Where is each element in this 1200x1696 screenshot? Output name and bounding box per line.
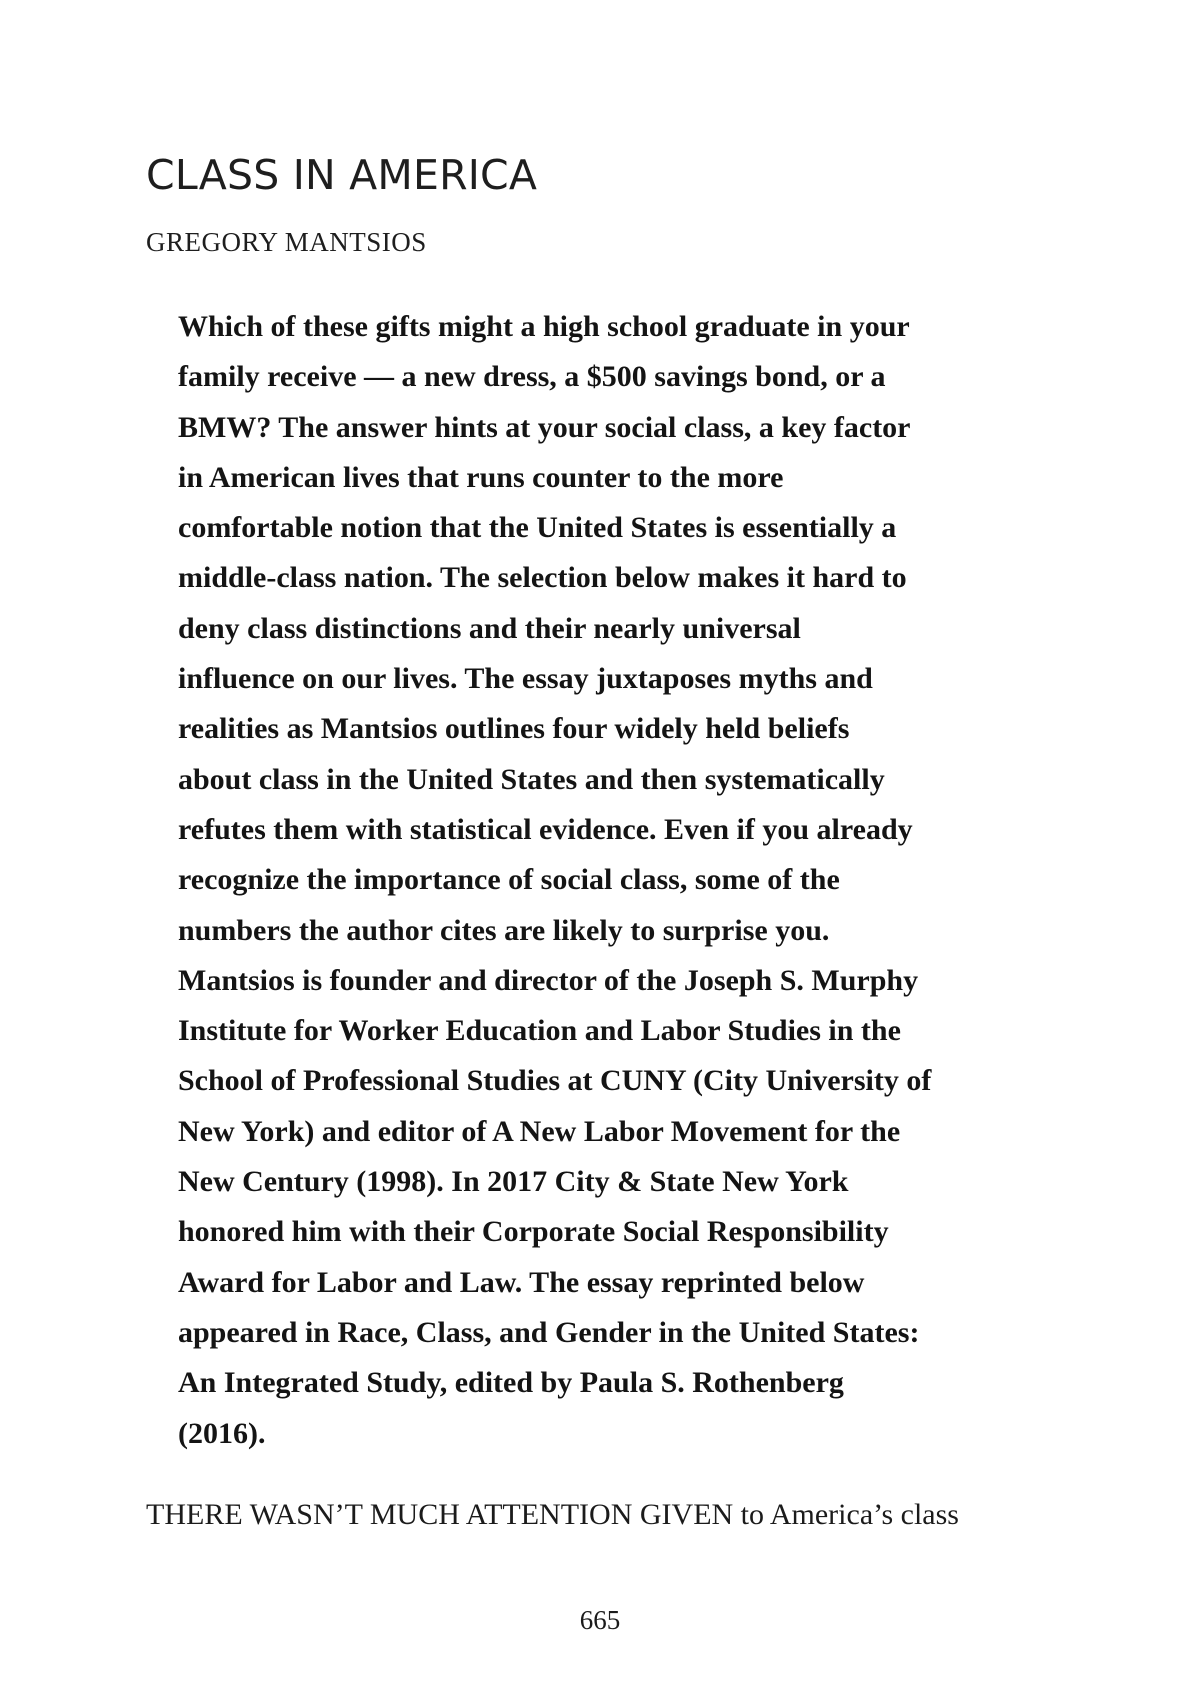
headnote-line: appeared in Race, Class, and Gender in the United States: bbox=[178, 1315, 920, 1349]
headnote bbox=[178, 302, 1048, 1459]
headnote-line: New York) and editor of A New Labor Movement for the bbox=[178, 1114, 901, 1148]
headnote-line: comfortable notion that the United States is essentially a bbox=[178, 511, 897, 545]
headnote-line: in American lives that runs counter to the more bbox=[178, 460, 784, 494]
headnote-line: numbers the author cites are likely to surprise you. bbox=[178, 913, 830, 947]
headnote-line: (2016). bbox=[178, 1416, 266, 1450]
headnote-line: Which of these gifts might a high school graduate in your bbox=[178, 310, 910, 343]
headnote-line: An Integrated Study, edited by Paula S. Rothenberg bbox=[178, 1366, 844, 1400]
page-number: 665 bbox=[579, 1605, 621, 1635]
headnote-line: Institute for Worker Education and Labor Studies in the bbox=[178, 1014, 901, 1048]
headnote-line: deny class distinctions and their nearly universal bbox=[178, 611, 801, 645]
headnote-line: middle-class nation. The selection below makes it hard to bbox=[178, 561, 907, 595]
headnote-line: honored him with their Corporate Social Responsibility bbox=[178, 1215, 889, 1249]
body-text-opening: THERE WASN’T MUCH ATTENTION GIVEN to America’s class bbox=[146, 1498, 959, 1531]
headnote-line: New Century (1998). In 2017 City & State New York bbox=[178, 1165, 849, 1199]
headnote-line: influence on our lives. The essay juxtaposes myths and bbox=[178, 662, 873, 696]
headnote-line: School of Professional Studies at CUNY (City University of bbox=[178, 1064, 932, 1098]
author-name: GREGORY MANTSIOS bbox=[146, 227, 427, 257]
chapter-title: CLASS IN AMERICA bbox=[146, 151, 538, 199]
headnote-line: recognize the importance of social class, some of the bbox=[178, 863, 840, 897]
headnote-line: family receive — a new dress, a $500 savings bond, or a bbox=[178, 360, 886, 394]
headnote-line: Award for Labor and Law. The essay reprinted below bbox=[178, 1265, 865, 1299]
headnote-line: Mantsios is founder and director of the Joseph S. Murphy bbox=[178, 963, 919, 997]
headnote-line: realities as Mantsios outlines four widely held beliefs bbox=[178, 712, 850, 746]
headnote-line: BMW? The answer hints at your social class, a key factor bbox=[178, 410, 911, 444]
headnote-line: refutes them with statistical evidence. Even if you already bbox=[178, 812, 913, 846]
headnote-line: about class in the United States and then systematically bbox=[178, 762, 885, 796]
